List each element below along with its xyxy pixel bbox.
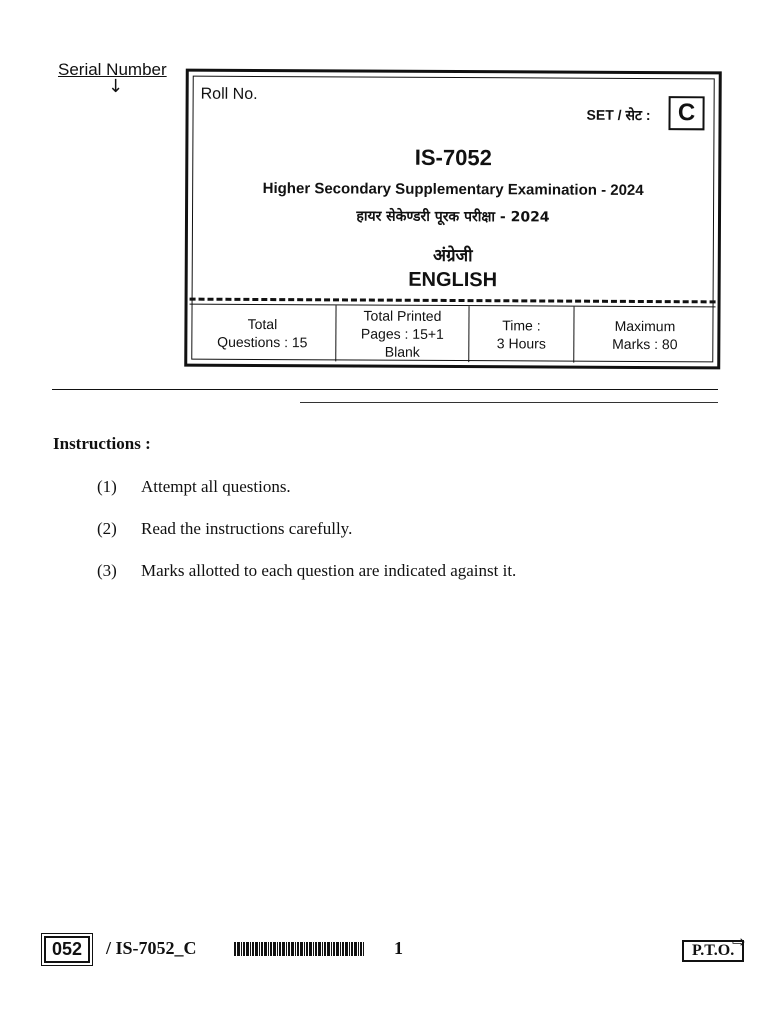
page-footer bbox=[44, 932, 746, 966]
exam-title-hindi: हायर सेकेण्डरी पूरक परीक्षा - 2024 bbox=[356, 208, 550, 226]
time-line-1: Time : bbox=[502, 317, 541, 334]
down-arrow-icon: ↓ bbox=[108, 76, 124, 97]
total-questions-cell bbox=[189, 305, 336, 362]
roll-no-label: Roll No. bbox=[200, 85, 258, 103]
paper-code: IS-7052 bbox=[414, 144, 492, 171]
total-pages-line-2: Pages : 15+1 bbox=[360, 325, 444, 342]
horizontal-rule-secondary bbox=[300, 402, 718, 403]
instruction-text: Read the instructions carefully. bbox=[141, 519, 353, 538]
total-pages-line-3: Blank bbox=[384, 343, 420, 360]
barcode-icon bbox=[234, 942, 364, 956]
instruction-item bbox=[97, 519, 697, 561]
max-marks-line-1: Maximum bbox=[614, 317, 676, 335]
set-label: SET / सेट : bbox=[586, 106, 651, 124]
instruction-text: Marks allotted to each question are indicated against it. bbox=[141, 561, 517, 580]
serial-number-label: Serial Number bbox=[58, 60, 167, 79]
total-questions-line-1: Total bbox=[247, 315, 278, 333]
time-line-2: 3 Hours bbox=[496, 335, 546, 352]
horizontal-rule bbox=[52, 389, 718, 390]
set-value-box: C bbox=[668, 96, 704, 130]
right-arrow-icon: ⇨ bbox=[732, 932, 746, 951]
subject-hindi: अंग्रेजी bbox=[432, 245, 473, 267]
page-number: 1 bbox=[394, 938, 403, 958]
footer-code-box: 052 bbox=[44, 936, 90, 963]
total-pages-line-1: Total Printed bbox=[363, 307, 442, 324]
instruction-number: (1) bbox=[97, 477, 117, 496]
total-questions-line-2: Questions : 15 bbox=[217, 333, 308, 351]
pto-label: P.T.O. bbox=[682, 940, 744, 962]
max-marks-cell bbox=[574, 307, 715, 364]
footer-set-code: / IS-7052_C bbox=[106, 938, 197, 958]
time-cell bbox=[469, 306, 574, 363]
instructions-heading: Instructions : bbox=[53, 434, 151, 453]
instruction-item bbox=[97, 561, 697, 603]
instructions-list bbox=[97, 477, 697, 603]
exam-info-row bbox=[189, 304, 715, 364]
subject-english: ENGLISH bbox=[408, 268, 498, 292]
instruction-number: (3) bbox=[97, 561, 117, 580]
instruction-item bbox=[97, 477, 697, 519]
instruction-text: Attempt all questions. bbox=[141, 477, 291, 496]
total-pages-cell bbox=[336, 305, 469, 362]
exam-title-english: Higher Secondary Supplementary Examination - 2024 bbox=[262, 180, 644, 199]
instruction-number: (2) bbox=[97, 519, 117, 538]
max-marks-line-2: Marks : 80 bbox=[612, 335, 678, 353]
exam-header-box bbox=[184, 69, 722, 370]
